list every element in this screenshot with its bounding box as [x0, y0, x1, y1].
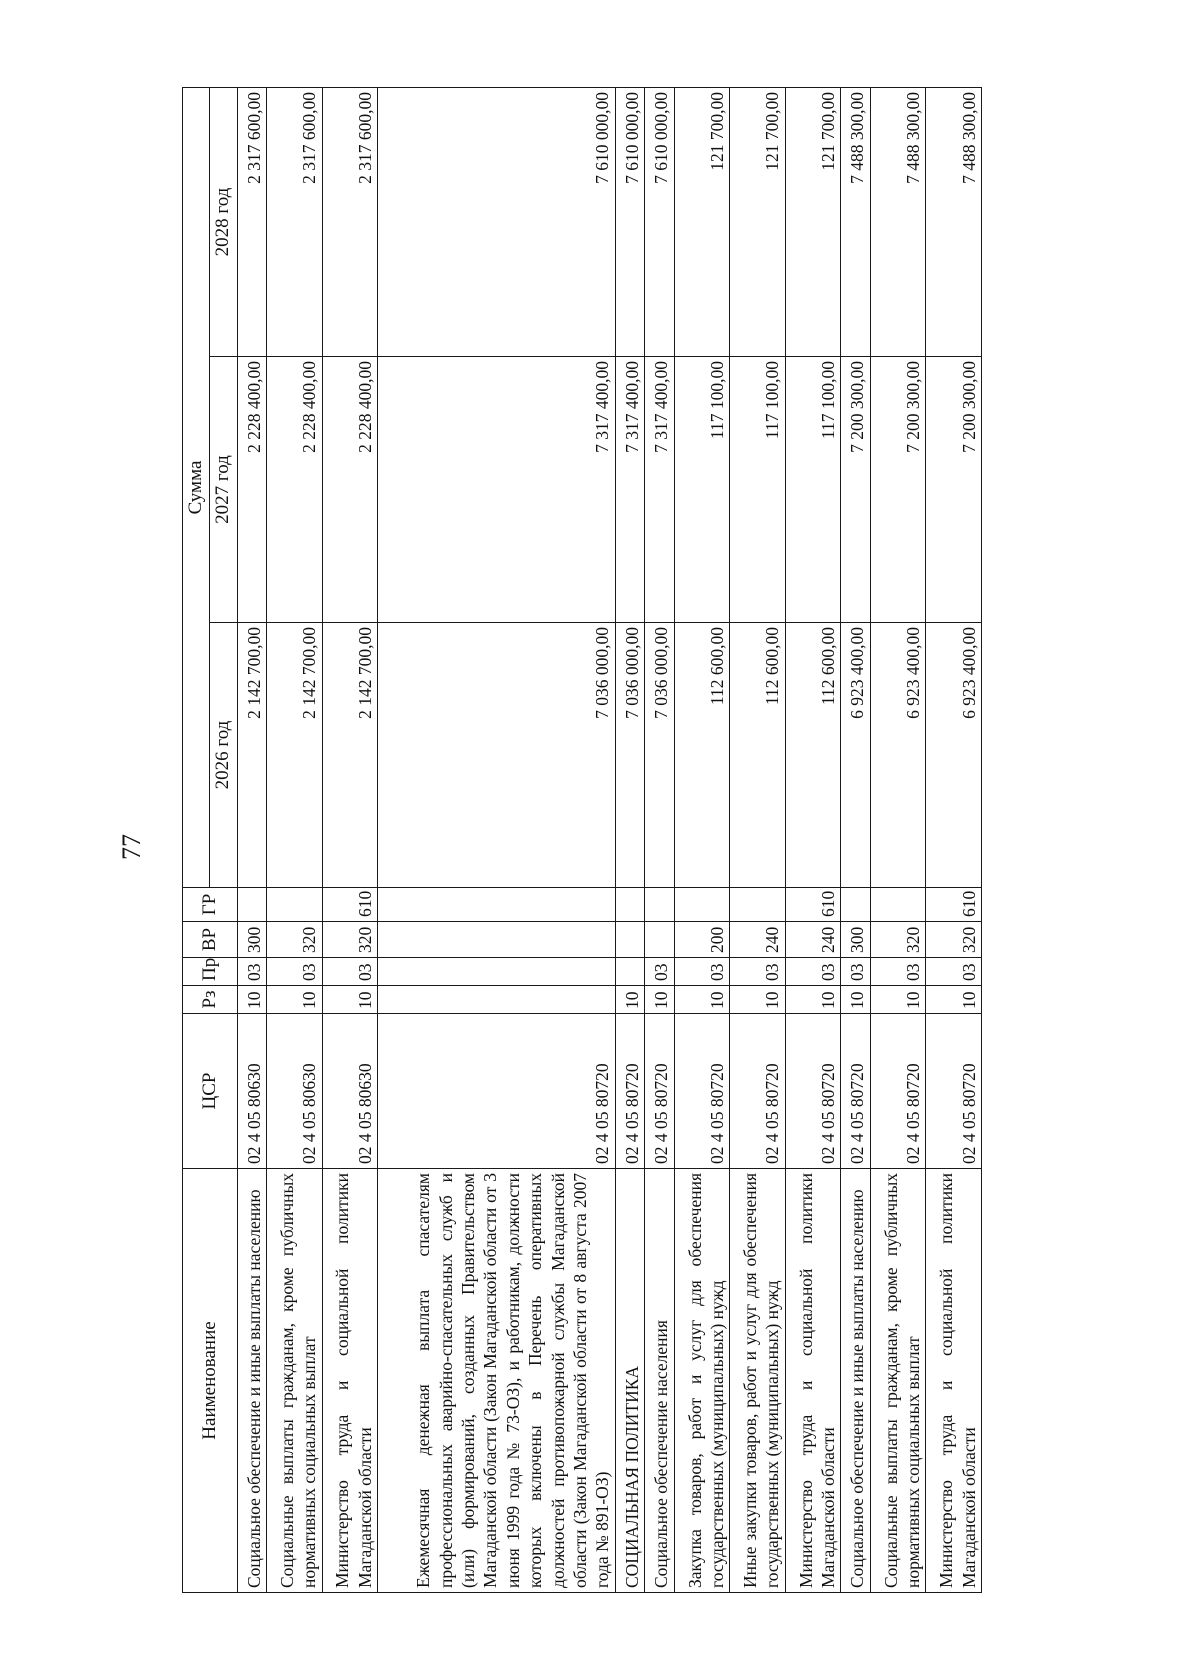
row-vr: 320 [870, 922, 926, 958]
row-2026: 112 600,00 [730, 623, 786, 888]
table-row [615, 88, 645, 1593]
header-csr: ЦСР [183, 1014, 238, 1169]
table-row [645, 88, 675, 1593]
row-csr: 02 4 05 80630 [322, 1014, 378, 1169]
row-vr [615, 922, 645, 958]
table-row [730, 88, 786, 1593]
header-rz: Рз [183, 986, 238, 1014]
header-gr: ГР [183, 888, 238, 922]
row-2026: 2 142 700,00 [322, 623, 378, 888]
row-csr: 02 4 05 80720 [730, 1014, 786, 1169]
row-vr [378, 922, 616, 958]
row-pr: 03 [645, 958, 675, 986]
row-2026: 2 142 700,00 [237, 623, 267, 888]
rotated-table-stage [182, 88, 982, 1593]
header-sum: Сумма [183, 88, 210, 888]
row-csr: 02 4 05 80720 [674, 1014, 730, 1169]
row-vr: 320 [322, 922, 378, 958]
row-vr: 300 [237, 922, 267, 958]
table-row [267, 88, 323, 1593]
table-row [841, 88, 871, 1593]
row-gr [378, 888, 616, 922]
row-name: СОЦИАЛЬНАЯ ПОЛИТИКА [615, 1169, 645, 1593]
row-name: Министерство труда и социальной политики Магаданской области [785, 1169, 841, 1593]
header-name: Наименование [183, 1169, 238, 1593]
table-row [674, 88, 730, 1593]
row-csr: 02 4 05 80720 [870, 1014, 926, 1169]
table-row [785, 88, 841, 1593]
row-gr [730, 888, 786, 922]
row-csr: 02 4 05 80720 [378, 1014, 616, 1169]
row-gr [237, 888, 267, 922]
row-rz: 10 [841, 986, 871, 1014]
row-gr: 610 [785, 888, 841, 922]
row-rz: 10 [926, 986, 982, 1014]
row-name: Ежемесячная денежная выплата спасателям профессиональных аварийно-спасательных служб и (или) формирований, созданных Правительством Магаданской области (Закон Магаданской области от 3 июня 1999 года № 73-ОЗ), и работникам, должности которых включены в Перечень оперативных должностей противопожарной службы Магаданской области (Закон Магаданской области от 8 августа 2007 года № 891-ОЗ) [378, 1169, 616, 1593]
row-name: Социальные выплаты гражданам, кроме публичных нормативных социальных выплат [267, 1169, 323, 1593]
row-name: Иные закупки товаров, работ и услуг для обеспечения государственных (муниципальных) нужд [730, 1169, 786, 1593]
row-2027: 117 100,00 [674, 357, 730, 623]
row-2027: 2 228 400,00 [322, 357, 378, 623]
table-row [378, 88, 616, 1593]
row-2026: 6 923 400,00 [870, 623, 926, 888]
row-gr [267, 888, 323, 922]
row-2027: 117 100,00 [730, 357, 786, 623]
row-2027: 7 317 400,00 [645, 357, 675, 623]
row-gr [645, 888, 675, 922]
header-vr: ВР [183, 922, 238, 958]
row-name: Министерство труда и социальной политики Магаданской области [322, 1169, 378, 1593]
row-rz: 10 [730, 986, 786, 1014]
row-csr: 02 4 05 80720 [841, 1014, 871, 1169]
row-2028: 7 610 000,00 [378, 88, 616, 357]
row-name: Социальное обеспечение и иные выплаты населению [237, 1169, 267, 1593]
header-pr: Пр [183, 958, 238, 986]
row-csr: 02 4 05 80720 [785, 1014, 841, 1169]
row-rz: 10 [237, 986, 267, 1014]
row-2028: 7 488 300,00 [841, 88, 871, 357]
row-csr: 02 4 05 80720 [926, 1014, 982, 1169]
row-2027: 7 317 400,00 [378, 357, 616, 623]
row-pr: 03 [870, 958, 926, 986]
row-csr: 02 4 05 80720 [645, 1014, 675, 1169]
row-csr: 02 4 05 80630 [237, 1014, 267, 1169]
row-rz: 10 [785, 986, 841, 1014]
row-2028: 7 488 300,00 [870, 88, 926, 357]
table-row [870, 88, 926, 1593]
row-vr [645, 922, 675, 958]
row-2028: 7 610 000,00 [645, 88, 675, 357]
table-row [237, 88, 267, 1593]
row-2027: 7 317 400,00 [615, 357, 645, 623]
page-number: 77 [117, 834, 146, 860]
row-2026: 7 036 000,00 [378, 623, 616, 888]
row-gr [615, 888, 645, 922]
row-2028: 7 488 300,00 [926, 88, 982, 357]
row-2027: 2 228 400,00 [237, 357, 267, 623]
row-2028: 2 317 600,00 [267, 88, 323, 357]
row-vr: 300 [841, 922, 871, 958]
row-pr [615, 958, 645, 986]
row-gr [674, 888, 730, 922]
row-pr: 03 [841, 958, 871, 986]
row-pr: 03 [730, 958, 786, 986]
row-2026: 7 036 000,00 [645, 623, 675, 888]
row-2027: 2 228 400,00 [267, 357, 323, 623]
row-2026: 7 036 000,00 [615, 623, 645, 888]
row-2027: 117 100,00 [785, 357, 841, 623]
row-rz: 10 [674, 986, 730, 1014]
header-2027: 2027 год [210, 357, 237, 623]
row-2026: 2 142 700,00 [267, 623, 323, 888]
header-2028: 2028 год [210, 88, 237, 357]
row-2026: 112 600,00 [785, 623, 841, 888]
row-vr: 240 [730, 922, 786, 958]
table-row [926, 88, 982, 1593]
row-2028: 121 700,00 [730, 88, 786, 357]
row-pr [378, 958, 616, 986]
row-csr: 02 4 05 80720 [615, 1014, 645, 1169]
row-2026: 6 923 400,00 [841, 623, 871, 888]
row-pr: 03 [237, 958, 267, 986]
row-pr: 03 [267, 958, 323, 986]
row-vr: 320 [926, 922, 982, 958]
row-gr: 610 [322, 888, 378, 922]
row-pr: 03 [322, 958, 378, 986]
row-csr: 02 4 05 80630 [267, 1014, 323, 1169]
row-rz: 10 [267, 986, 323, 1014]
row-name: Министерство труда и социальной политики Магаданской области [926, 1169, 982, 1593]
row-2027: 7 200 300,00 [841, 357, 871, 623]
row-vr: 320 [267, 922, 323, 958]
row-vr: 240 [785, 922, 841, 958]
row-pr: 03 [926, 958, 982, 986]
header-row-top [183, 88, 210, 1593]
row-rz: 10 [322, 986, 378, 1014]
row-pr: 03 [785, 958, 841, 986]
row-name: Социальные выплаты гражданам, кроме публичных нормативных социальных выплат [870, 1169, 926, 1593]
row-2026: 6 923 400,00 [926, 623, 982, 888]
row-name: Социальное обеспечение и иные выплаты населению [841, 1169, 871, 1593]
row-2026: 112 600,00 [674, 623, 730, 888]
header-2026: 2026 год [210, 623, 237, 888]
row-rz: 10 [645, 986, 675, 1014]
row-gr: 610 [926, 888, 982, 922]
row-2028: 7 610 000,00 [615, 88, 645, 357]
row-2028: 2 317 600,00 [237, 88, 267, 357]
row-2028: 2 317 600,00 [322, 88, 378, 357]
row-name: Социальное обеспечение населения [645, 1169, 675, 1593]
row-2028: 121 700,00 [785, 88, 841, 357]
row-gr [841, 888, 871, 922]
row-rz: 10 [870, 986, 926, 1014]
row-rz [378, 986, 616, 1014]
row-vr: 200 [674, 922, 730, 958]
row-name: Закупка товаров, работ и услуг для обеспечения государственных (муниципальных) нужд [674, 1169, 730, 1593]
row-rz: 10 [615, 986, 645, 1014]
row-pr: 03 [674, 958, 730, 986]
row-gr [870, 888, 926, 922]
budget-table [182, 87, 982, 1593]
row-2027: 7 200 300,00 [926, 357, 982, 623]
table-row [322, 88, 378, 1593]
row-2028: 121 700,00 [674, 88, 730, 357]
row-2027: 7 200 300,00 [870, 357, 926, 623]
